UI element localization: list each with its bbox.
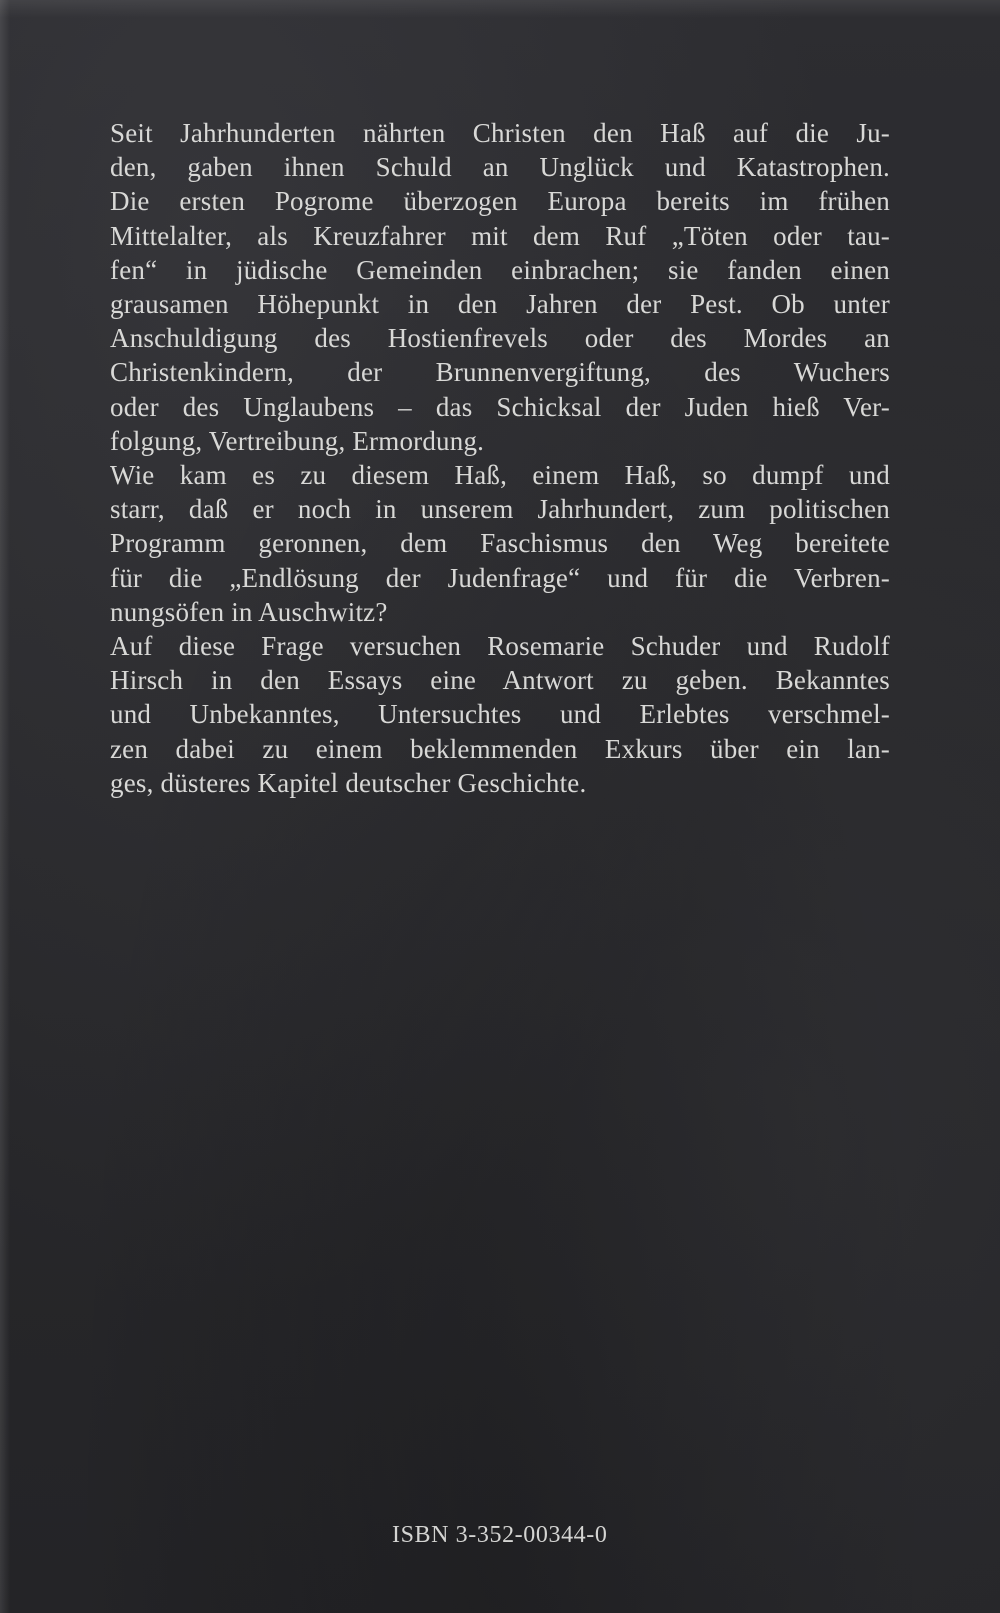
blurb-line: Hirsch in den Essays eine Antwort zu geben. Bekanntes: [110, 665, 890, 696]
blurb-line: Programm geronnen, dem Faschismus den Weg bereitete: [110, 528, 890, 559]
blurb-line: den, gaben ihnen Schuld an Unglück und Katastrophen.: [110, 152, 890, 183]
blurb-line: zen dabei zu einem beklemmenden Exkurs über ein lan-: [110, 733, 890, 764]
blurb-line: grausamen Höhepunkt in den Jahren der Pest. Ob unter: [110, 289, 890, 320]
blurb-line: Mittelalter, als Kreuzfahrer mit dem Ruf „Töten oder tau-: [110, 220, 890, 251]
blurb-line: für die „Endlösung der Judenfrage“ und für die Verbren-: [110, 562, 890, 593]
blurb-line: Wie kam es zu diesem Haß, einem Haß, so dumpf und: [110, 460, 890, 491]
blurb-line: Die ersten Pogrome überzogen Europa bereits im frühen: [110, 186, 890, 217]
blurb-text: [110, 116, 890, 800]
blurb-line: folgung, Vertreibung, Ermordung.: [110, 425, 485, 456]
blurb-line: ges, düsteres Kapitel deutscher Geschichte.: [110, 767, 587, 798]
blurb-line: Christenkindern, der Brunnenvergiftung, des Wuchers: [110, 357, 890, 388]
blurb-line: fen“ in jüdische Gemeinden einbrachen; sie fanden einen: [110, 254, 890, 285]
cover-edge-wear-top: [0, 0, 1000, 18]
blurb-line: nungsöfen in Auschwitz?: [110, 596, 388, 627]
blurb-line: starr, daß er noch in unserem Jahrhundert, zum politischen: [110, 494, 890, 525]
blurb-line: Seit Jahrhunderten nährten Christen den Haß auf die Ju-: [110, 118, 890, 148]
blurb-line: Anschuldigung des Hostienfrevels oder des Mordes an: [110, 323, 890, 354]
blurb-line: oder des Unglaubens – das Schicksal der Juden hieß Ver-: [110, 391, 890, 422]
blurb-line: Auf diese Frage versuchen Rosemarie Schuder und Rudolf: [110, 631, 890, 662]
cover-edge-wear-left: [0, 0, 10, 1613]
blurb-line: und Unbekanntes, Untersuchtes und Erlebtes verschmel-: [110, 699, 890, 730]
isbn-number: ISBN 3-352-00344-0: [392, 1522, 608, 1548]
